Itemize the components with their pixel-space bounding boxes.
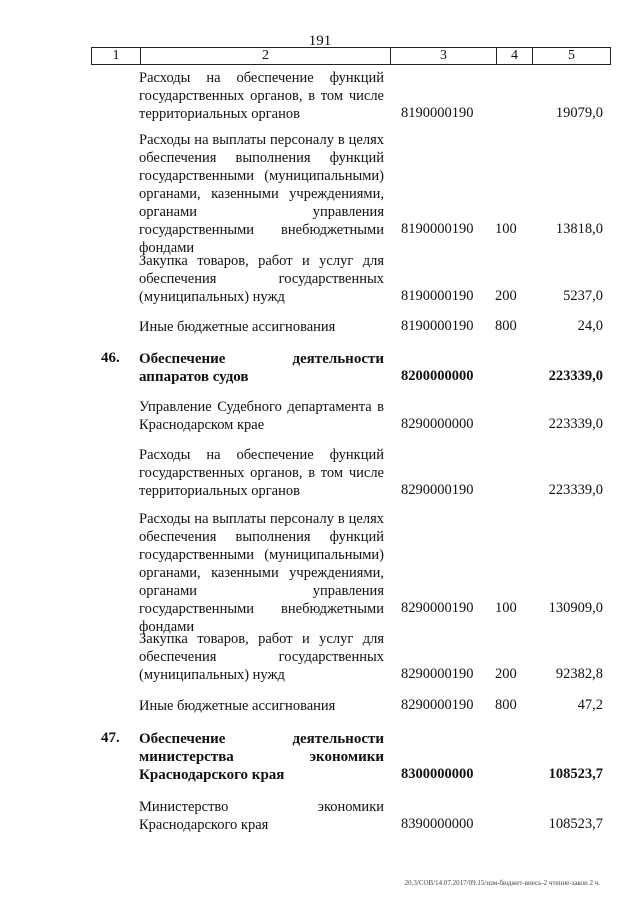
header-col-4: 4 — [496, 48, 532, 64]
row-description: Закупка товаров, работ и услуг для обеспечения государственных (муниципальных) нужд — [139, 631, 384, 683]
row-amount: 47,2 — [577, 697, 603, 713]
row-code: 8190000190 — [401, 105, 474, 121]
row-code: 8290000000 — [401, 416, 474, 432]
row-description: Расходы на выплаты персоналу в целях обеспечения выполнения функций государственными (муниципальными) органами, казенными учреждениями, органами управления государственными внебюджетными фондами — [139, 132, 384, 256]
row-amount: 108523,7 — [548, 766, 603, 782]
row-description: Иные бюджетные ассигнования — [139, 698, 336, 714]
row-description: Управление Судебного департамента в Краснодарском крае — [139, 399, 384, 433]
header-col-5: 5 — [532, 48, 610, 64]
row-expense-type: 200 — [495, 288, 517, 304]
header-col-2: 2 — [140, 48, 390, 64]
row-description: Министерство экономики Краснодарского края — [139, 799, 384, 833]
row-description: Расходы на обеспечение функций государственных органов, в том числе территориальных органов — [139, 70, 384, 122]
row-description: Расходы на выплаты персоналу в целях обеспечения выполнения функций государственными (муниципальными) органами, казенными учреждениями, органами управления государственными внебюджетными фондами — [139, 511, 384, 635]
row-description: Обеспечение деятельности аппаратов судов — [139, 351, 384, 385]
page-number: 191 — [308, 33, 332, 49]
row-amount: 92382,8 — [555, 666, 603, 682]
row-amount: 223339,0 — [548, 482, 603, 498]
row-description: Обеспечение деятельности министерства экономики Краснодарского края — [139, 731, 384, 783]
row-description: Иные бюджетные ассигнования — [139, 319, 336, 335]
row-description: Закупка товаров, работ и услуг для обеспечения государственных (муниципальных) нужд — [139, 253, 384, 305]
row-expense-type: 100 — [495, 600, 517, 616]
row-amount: 5237,0 — [563, 288, 603, 304]
row-amount: 223339,0 — [548, 416, 603, 432]
row-code: 8300000000 — [401, 766, 474, 782]
header-col-3: 3 — [390, 48, 496, 64]
row-expense-type: 200 — [495, 666, 517, 682]
row-amount: 13818,0 — [555, 221, 603, 237]
row-amount: 19079,0 — [555, 105, 603, 121]
row-code: 8290000190 — [401, 600, 474, 616]
row-code: 8290000190 — [401, 666, 474, 682]
row-expense-type: 100 — [495, 221, 517, 237]
row-amount: 223339,0 — [548, 368, 603, 384]
table-header — [91, 47, 611, 65]
row-number: 47. — [101, 730, 120, 746]
row-code: 8190000190 — [401, 288, 474, 304]
row-expense-type: 800 — [495, 318, 517, 334]
row-code: 8290000190 — [401, 482, 474, 498]
row-code: 8190000190 — [401, 318, 474, 334]
row-code: 8190000190 — [401, 221, 474, 237]
header-col-1: 1 — [112, 48, 120, 63]
row-code: 8390000000 — [401, 816, 474, 832]
row-code: 8200000000 — [401, 368, 474, 384]
footer-file-stamp: 20.3/СОВ/14.07.2017/09.15/изм-бюджет-внесь-2 чтение-закон 2 ч. — [404, 879, 600, 887]
row-amount: 24,0 — [577, 318, 603, 334]
row-number: 46. — [101, 350, 120, 366]
row-amount: 130909,0 — [548, 600, 603, 616]
row-code: 8290000190 — [401, 697, 474, 713]
row-amount: 108523,7 — [548, 816, 603, 832]
row-expense-type: 800 — [495, 697, 517, 713]
row-description: Расходы на обеспечение функций государственных органов, в том числе территориальных органов — [139, 447, 384, 499]
